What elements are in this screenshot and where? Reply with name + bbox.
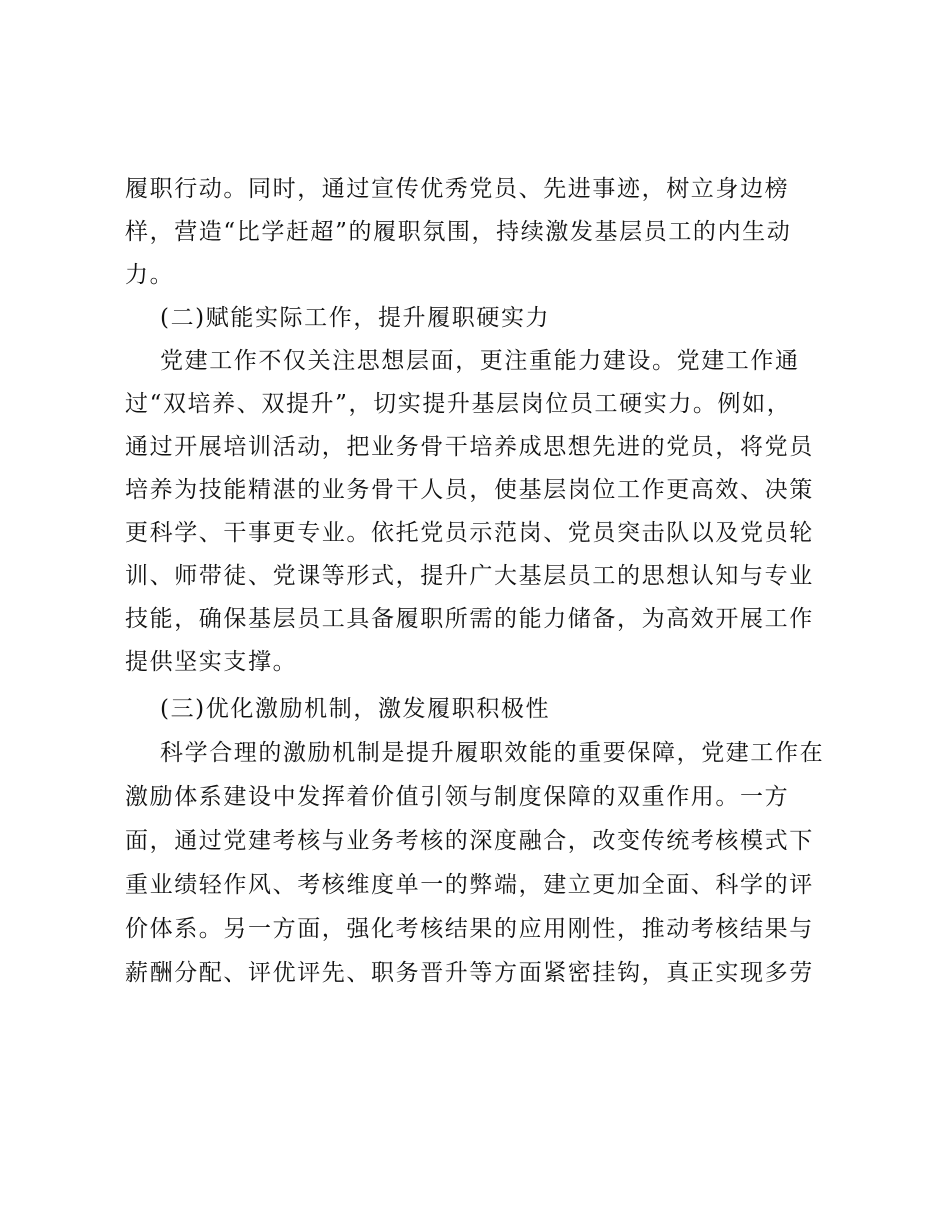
body-line: 党建工作不仅关注思想层面，更注重能力建设。党建工作通 xyxy=(160,348,800,374)
body-line: 力。 xyxy=(125,262,175,288)
body-line: 训、师带徒、党课等形式，提升广大基层员工的思想认知与专业 xyxy=(125,563,814,589)
body-line: 科学合理的激励机制是提升履职效能的重要保障，党建工作在 xyxy=(160,740,825,766)
body-line: 更科学、干事更专业。依托党员示范岗、党员突击队以及党员轮 xyxy=(125,520,814,546)
body-line: 激励体系建设中发挥着价值引领与制度保障的双重作用。一方 xyxy=(125,784,790,810)
body-line: 技能，确保基层员工具备履职所需的能力储备，为高效开展工作 xyxy=(125,606,814,632)
body-line: 通过开展培训活动，把业务骨干培养成思想先进的党员，将党员 xyxy=(125,434,814,460)
body-line: 面，通过党建考核与业务考核的深度融合，改变传统考核模式下 xyxy=(125,828,814,854)
body-line: 重业绩轻作风、考核维度单一的弊端，建立更加全面、科学的评 xyxy=(125,872,814,898)
body-line: 薪酬分配、评优评先、职务晋升等方面紧密挂钩，真正实现多劳 xyxy=(125,960,814,986)
body-line: 履职行动。同时，通过宣传优秀党员、先进事迹，树立身边榜 xyxy=(125,176,790,202)
body-line: 样，营造“比学赶超”的履职氛围，持续激发基层员工的内生动 xyxy=(125,219,792,245)
body-line: 培养为技能精湛的业务骨干人员，使基层岗位工作更高效、决策 xyxy=(125,477,814,503)
section-heading: (二)赋能实际工作，提升履职硬实力 xyxy=(160,305,551,331)
body-line: 提供坚实支撑。 xyxy=(125,649,298,675)
section-heading: (三)优化激励机制，激发履职积极性 xyxy=(160,696,551,722)
body-line: 过“双培养、双提升”，切实提升基层岗位员工硬实力。例如， xyxy=(125,391,792,417)
body-line: 价体系。另一方面，强化考核结果的应用刚性，推动考核结果与 xyxy=(125,916,814,942)
